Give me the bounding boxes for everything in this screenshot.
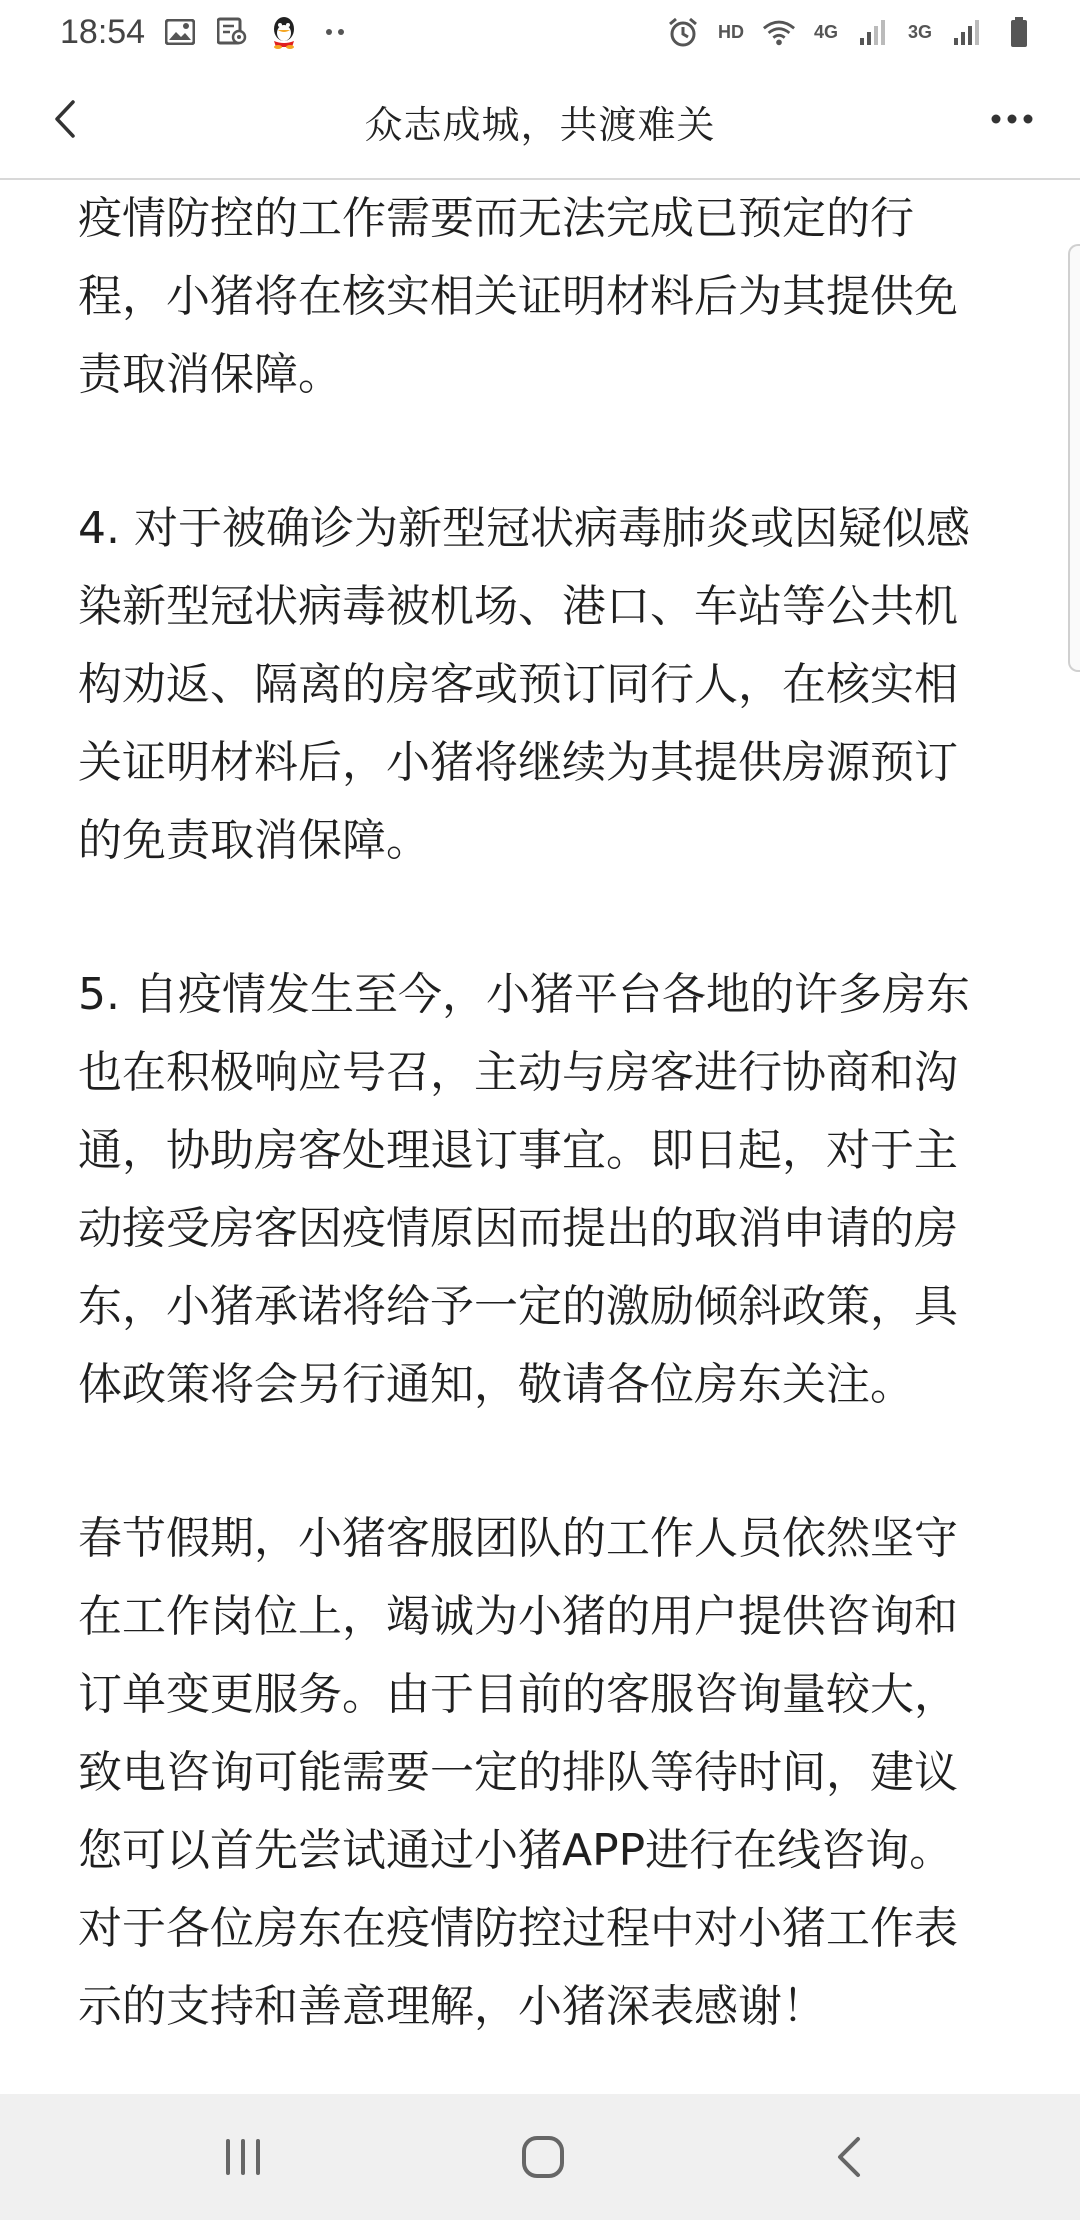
article-paragraph	[78, 490, 1008, 880]
text-line: 染新型冠状病毒被机场、港口、车站等公共机	[78, 581, 958, 632]
qq-penguin-icon	[267, 15, 301, 49]
signal-3g-label: 3G	[907, 21, 932, 42]
article-paragraph	[78, 1500, 1008, 2046]
recent-apps-icon	[222, 2137, 264, 2177]
battery-icon	[1002, 15, 1036, 49]
title-bar	[0, 64, 1080, 180]
signal-icon	[950, 15, 984, 49]
article-body	[78, 180, 1008, 2046]
text-line: 5. 自疫情发生至今，小猪平台各地的许多房东	[78, 969, 970, 1020]
text-line: 致电咨询可能需要一定的排队等待时间，建议	[78, 1747, 958, 1798]
text-line: 订单变更服务。由于目前的客服咨询量较大，	[78, 1669, 958, 1720]
status-time: 18:54	[60, 12, 146, 51]
image-icon	[163, 15, 197, 49]
page-title: 众志成城，共渡难关	[364, 103, 716, 147]
text-line: 构劝返、隔离的房客或预订同行人，在核实相	[78, 659, 958, 710]
scroll-handle[interactable]	[1068, 244, 1080, 672]
text-line: 春节假期，小猪客服团队的工作人员依然坚守	[78, 1513, 958, 1564]
text-line: 在工作岗位上，竭诚为小猪的用户提供咨询和	[78, 1591, 958, 1642]
more-dots-icon	[990, 113, 1034, 125]
hd-label: HD	[717, 21, 744, 42]
signal-4g-label: 4G	[813, 21, 838, 42]
text-line: 责取消保障。	[78, 349, 342, 400]
signal-icon	[856, 15, 890, 49]
article-paragraph	[78, 956, 1008, 1424]
gallery-location-icon	[215, 15, 249, 49]
article-paragraph	[78, 180, 1008, 414]
text-line: 通，协助房客处理退订事宜。即日起，对于主	[78, 1125, 958, 1176]
text-line: 东，小猪承诺将给予一定的激励倾斜政策，具	[78, 1281, 958, 1332]
text-line: 程，小猪将在核实相关证明材料后为其提供免	[78, 271, 958, 322]
more-options-button[interactable]	[982, 94, 1042, 144]
home-button[interactable]	[508, 2122, 578, 2192]
back-arrow-icon	[834, 2135, 864, 2179]
recent-apps-button[interactable]	[208, 2122, 278, 2192]
wifi-icon	[762, 15, 796, 49]
status-right	[666, 15, 1036, 49]
text-line: 4. 对于被确诊为新型冠状病毒肺炎或因疑似感	[78, 503, 970, 554]
status-left	[60, 13, 353, 52]
text-line: 疫情防控的工作需要而无法完成已预定的行	[78, 193, 914, 244]
text-line: 您可以首先尝试通过小猪APP进行在线咨询。	[78, 1825, 954, 1876]
system-nav-bar	[0, 2094, 1080, 2220]
more-dots-icon	[319, 15, 353, 49]
text-line: 的免责取消保障。	[78, 815, 430, 866]
text-line: 对于各位房东在疫情防控过程中对小猪工作表	[78, 1903, 958, 1954]
text-line: 也在积极响应号召，主动与房客进行协商和沟	[78, 1047, 958, 1098]
text-line: 示的支持和善意理解，小猪深表感谢！	[78, 1981, 826, 2032]
text-line: 动接受房客因疫情原因而提出的取消申请的房	[78, 1203, 958, 1254]
text-line: 体政策将会另行通知，敬请各位房东关注。	[78, 1359, 914, 1410]
text-line: 关证明材料后，小猪将继续为其提供房源预订	[78, 737, 958, 788]
status-bar	[0, 0, 1080, 64]
home-icon	[520, 2134, 566, 2180]
nav-back-button[interactable]	[814, 2122, 884, 2192]
alarm-icon	[666, 15, 700, 49]
